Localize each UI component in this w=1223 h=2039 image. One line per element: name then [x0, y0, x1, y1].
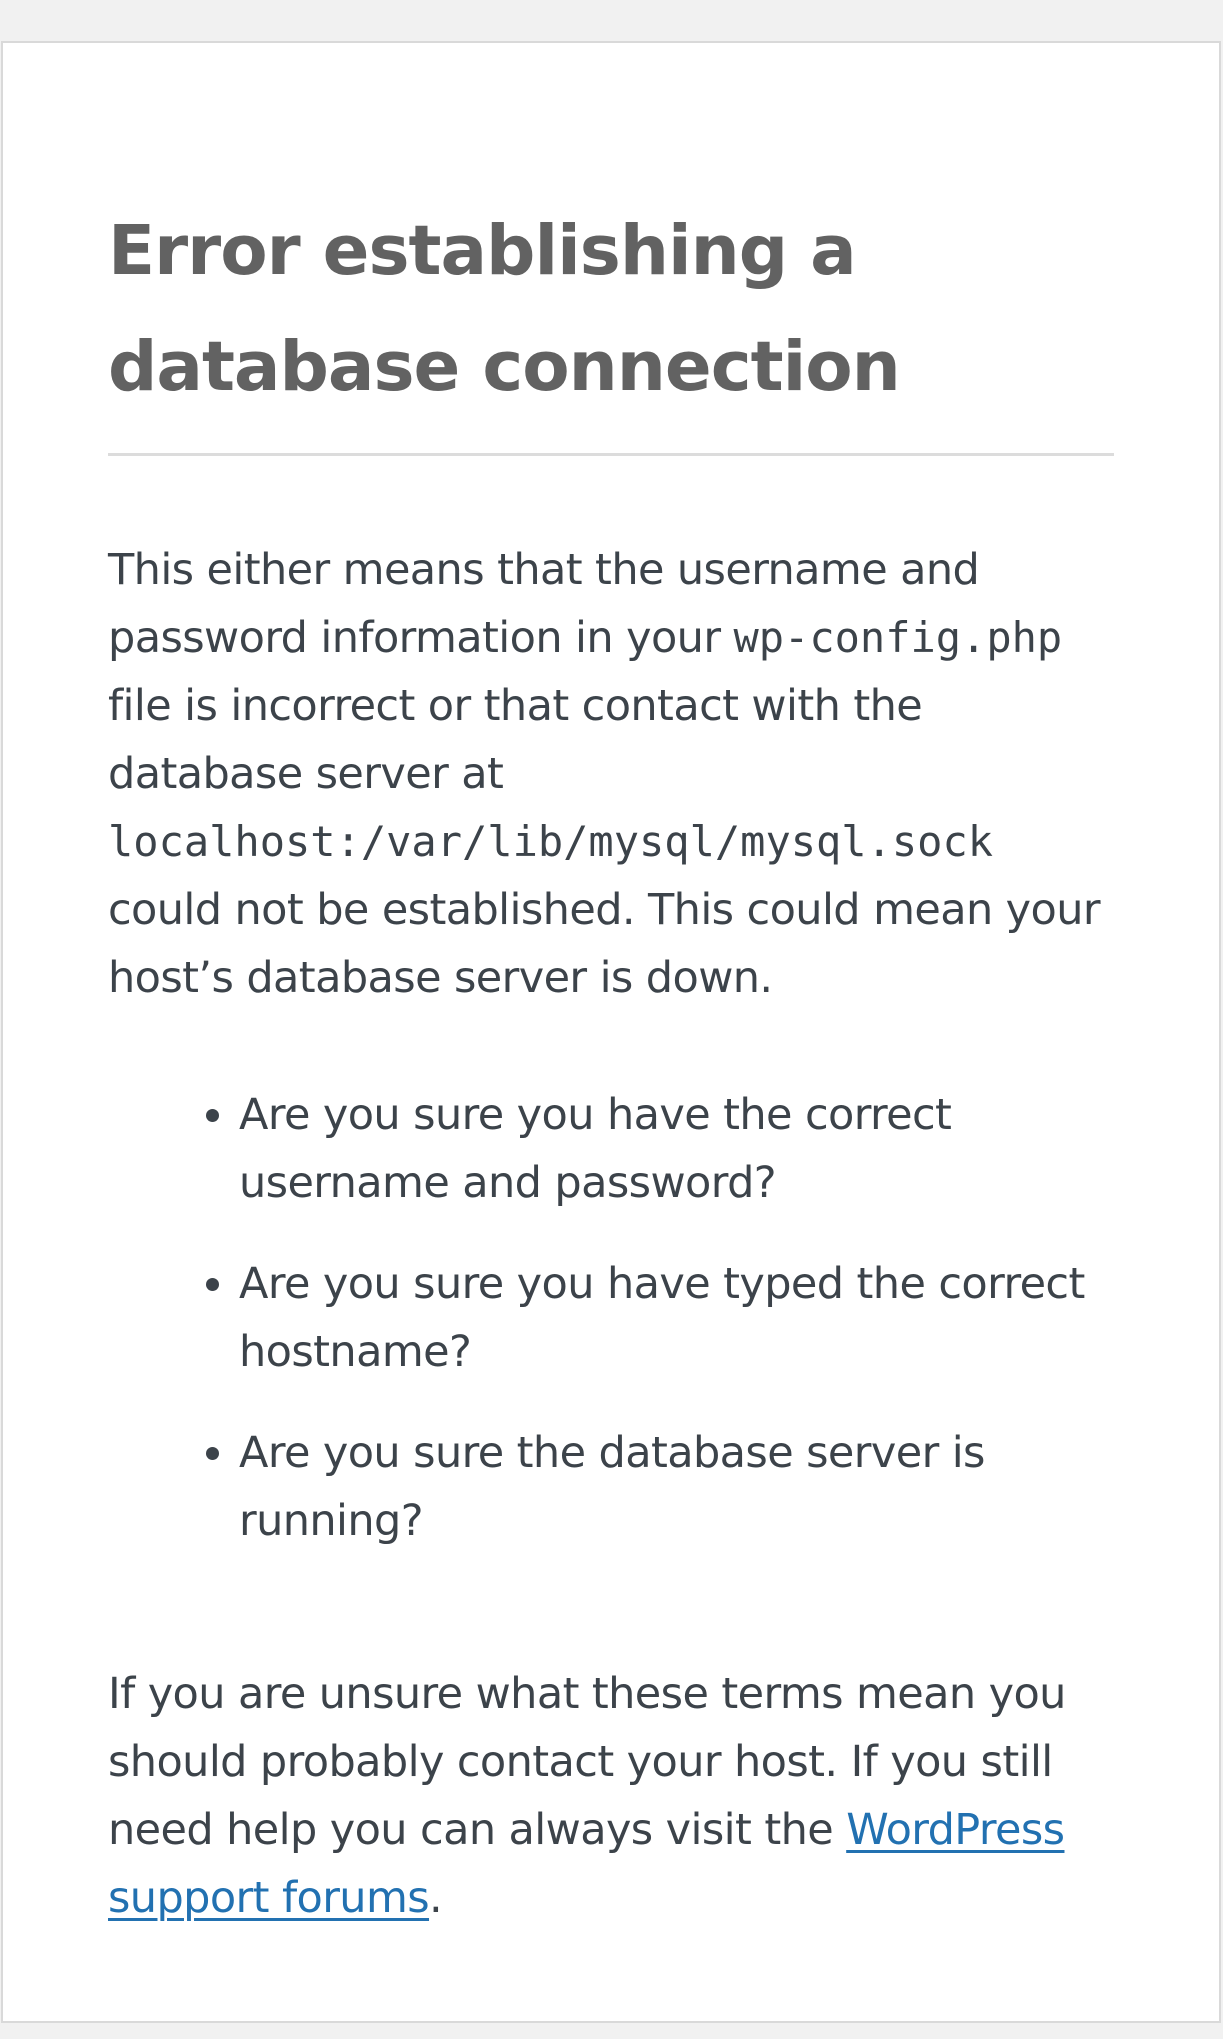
list-item-hostname: • Are you sure you have typed the correct hostname?	[239, 1250, 1114, 1386]
error-explanation	[108, 536, 1114, 1012]
explanation-text-3: could not be established. This could mean your host’s database server is down.	[108, 885, 1100, 1003]
support-forums-link[interactable]: WordPress support forums	[108, 1805, 1065, 1923]
list-item-server-running: • Are you sure the database server is running?	[239, 1419, 1114, 1555]
explanation-text-1: This either means that the username and password information in your	[108, 545, 980, 663]
help-paragraph	[108, 1660, 1114, 1932]
list-item-credentials: • Are you sure you have the correct username and password?	[239, 1081, 1114, 1217]
page-title: Error establishing a database connection	[108, 193, 1114, 456]
database-server-path: localhost:/var/lib/mysql/mysql.sock	[108, 817, 994, 866]
error-card	[1, 41, 1221, 2023]
troubleshooting-list	[108, 1081, 1114, 1555]
help-text: If you are unsure what these terms mean you should probably contact your host. If you still need help you can always visit the	[108, 1669, 1066, 1855]
config-filename: wp-config.php	[733, 613, 1063, 662]
help-period: .	[429, 1873, 443, 1923]
explanation-text-2: file is incorrect or that contact with the database server at	[108, 681, 923, 799]
